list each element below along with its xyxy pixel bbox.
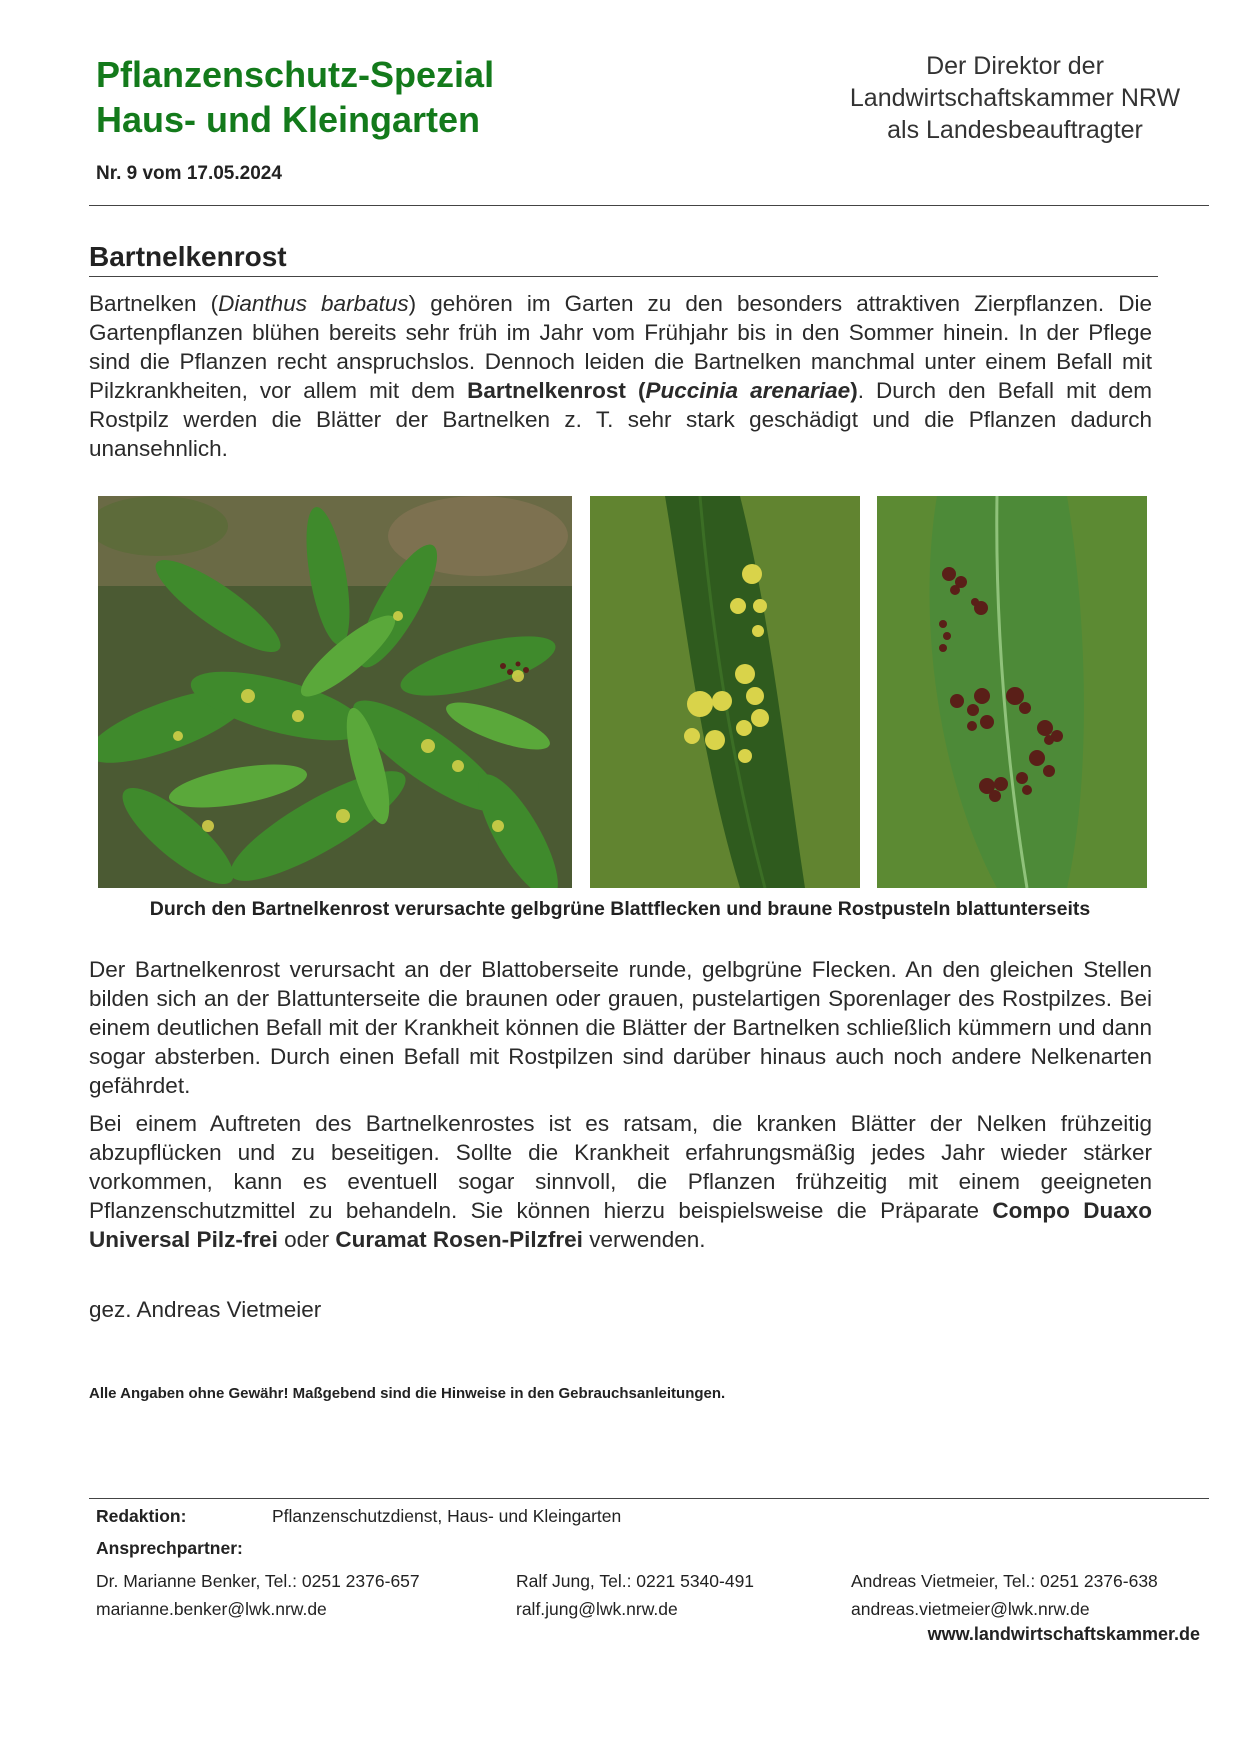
article-heading: Bartnelkenrost: [89, 241, 287, 272]
issuer-block: [830, 50, 1200, 146]
issuer-line2: Landwirtschaftskammer NRW: [849, 84, 1181, 112]
contact-name-phone: Dr. Marianne Benker, Tel.: 0251 2376-657: [96, 1571, 420, 1591]
contact-benker: [96, 1567, 420, 1623]
series-title-line2: Haus- und Kleingarten: [96, 99, 481, 140]
figure-caption: Durch den Bartnelkenrost verursachte gelbgrüne Blattflecken und braune Rostpusteln blattunterseits: [149, 898, 1091, 920]
redaktion-value: Pflanzenschutzdienst, Haus- und Kleingarten: [272, 1506, 622, 1526]
product-compo: Compo Duaxo Universal Pilz-frei: [89, 1198, 1152, 1252]
issuer-line3: als Landesbeauftragter: [887, 116, 1143, 144]
disease-name: Bartnelkenrost (Puccinia arenariae): [467, 378, 858, 403]
contact-jung: [516, 1567, 754, 1623]
footer-divider: [89, 1498, 1209, 1499]
product-curamat: Curamat Rosen-Pilzfrei: [335, 1227, 583, 1252]
latin-name-puccinia: Puccinia arenariae: [645, 378, 851, 403]
contact-vietmeier: [851, 1567, 1158, 1623]
contact-name-phone: Ralf Jung, Tel.: 0221 5340-491: [516, 1571, 755, 1591]
contacts-label: Ansprechpartner:: [96, 1538, 243, 1558]
series-title-line1: Pflanzenschutz-Spezial: [96, 54, 495, 95]
website-link[interactable]: www.landwirtschaftskammer.de: [927, 1624, 1200, 1644]
issuer-line1: Der Direktor der: [926, 52, 1104, 80]
disclaimer: Alle Angaben ohne Gewähr! Maßgebend sind die Hinweise in den Gebrauchsanleitungen.: [89, 1385, 726, 1402]
signature: gez. Andreas Vietmeier: [89, 1297, 322, 1322]
paragraph-symptoms: Der Bartnelkenrost verursacht an der Blattoberseite runde, gelbgrüne Flecken. An den gleichen Stellen bilden sich an der Blattunterseite die braunen oder grauen, pustelartigen Sporenlager des Rostpilzes. Bei einem deutlichen Befall mit der Krankheit können die Blätter der Bartnelken schließlich kümmern und dann sogar absterben. Durch einen Befall mit Rostpilzen sind darüber hinaus auch noch andere Nelkenarten gefährdet.: [89, 957, 1152, 1098]
heading-underline: [89, 276, 1158, 277]
contact-email[interactable]: andreas.vietmeier@lwk.nrw.de: [851, 1599, 1090, 1619]
contact-name-phone: Andreas Vietmeier, Tel.: 0251 2376-638: [851, 1571, 1158, 1591]
series-title: [96, 52, 656, 142]
photo-leaf-upper-side: [590, 496, 860, 888]
contact-email[interactable]: ralf.jung@lwk.nrw.de: [516, 1599, 678, 1619]
photo-leaf-underside: [877, 496, 1147, 888]
paragraph-control: Bei einem Auftreten des Bartnelkenrostes ist es ratsam, die kranken Blätter der Nelken frühzeitig abzupflücken und zu beseitigen. Sollte die Krankheit erfahrungsmäßig jedes Jahr wieder stärker vorkommen, kann es eventuell sogar sinnvoll, die Pflanzen frühzeitig mit einem geeigneten Pflanzenschutzmittel zu behandeln. Sie können hierzu beispielsweise die Präparate Compo Duaxo Universal Pilz-frei oder Curamat Rosen-Pilzfrei verwenden.: [89, 1111, 1152, 1252]
latin-name-dianthus: Dianthus barbatus: [218, 291, 409, 316]
photo-infected-plant: [98, 496, 572, 888]
contact-email[interactable]: marianne.benker@lwk.nrw.de: [96, 1599, 327, 1619]
issue-number: Nr. 9 vom 17.05.2024: [96, 163, 282, 184]
intro-paragraph: Bartnelken (Dianthus barbatus) gehören im Garten zu den besonders attraktiven Zierpflanzen. Die Gartenpflanzen blühen bereits sehr früh im Jahr vom Frühjahr bis in den Sommer hinein. In der Pflege sind die Pflanzen recht anspruchslos. Dennoch leiden die Bartnelken manchmal unter einem Befall mit Pilzkrankheiten, vor allem mit dem Bartnelkenrost (Puccinia arenariae). Durch den Befall mit dem Rostpilz werden die Blätter der Bartnelken z. T. sehr stark geschädigt und die Pflanzen dadurch unansehnlich.: [89, 291, 1152, 461]
header-divider: [89, 205, 1209, 206]
redaktion-label: Redaktion:: [96, 1506, 187, 1526]
